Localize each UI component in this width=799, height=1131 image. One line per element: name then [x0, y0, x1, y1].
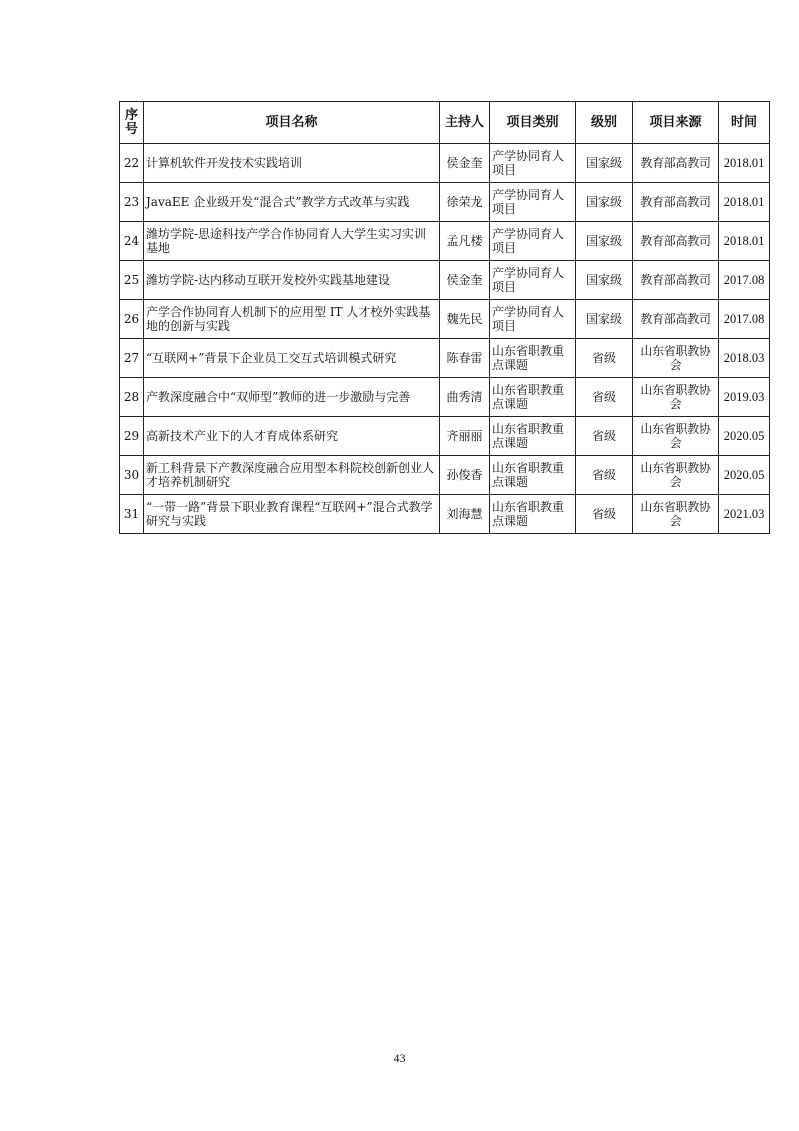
project-time-cell: 2018.01	[719, 222, 770, 261]
project-level-cell: 省级	[576, 417, 633, 456]
row-num-cell: 23	[120, 183, 144, 222]
project-name-cell: 潍坊学院-思途科技产学合作协同育人大学生实习实训基地	[144, 222, 440, 261]
project-source-cell: 山东省职教协会	[633, 495, 719, 534]
host-name-cell: 齐丽丽	[440, 417, 490, 456]
project-type-cell: 产学协同育人项目	[490, 300, 576, 339]
project-source-cell: 教育部高教司	[633, 300, 719, 339]
project-time-cell: 2017.08	[719, 300, 770, 339]
project-level-cell: 国家级	[576, 261, 633, 300]
host-name-cell: 陈春雷	[440, 339, 490, 378]
page-number: 43	[393, 1051, 406, 1065]
project-name-cell: 高新技术产业下的人才育成体系研究	[144, 417, 440, 456]
project-type-cell: 产学协同育人项目	[490, 183, 576, 222]
header-type: 项目类别	[490, 102, 576, 144]
project-time-cell: 2019.03	[719, 378, 770, 417]
project-source-cell: 教育部高教司	[633, 183, 719, 222]
project-type-cell: 产学协同育人项目	[490, 222, 576, 261]
project-level-cell: 省级	[576, 339, 633, 378]
table-row	[120, 417, 770, 456]
table-header-row	[120, 102, 770, 144]
project-level-cell: 国家级	[576, 183, 633, 222]
project-name-cell: 新工科背景下产教深度融合应用型本科院校创新创业人才培养机制研究	[144, 456, 440, 495]
table-row	[120, 144, 770, 183]
host-name-cell: 魏先民	[440, 300, 490, 339]
table-row	[120, 183, 770, 222]
project-time-cell: 2018.01	[719, 183, 770, 222]
project-type-cell: 山东省职教重点课题	[490, 495, 576, 534]
project-level-cell: 国家级	[576, 222, 633, 261]
table-row	[120, 222, 770, 261]
project-name-cell: “互联网+”背景下企业员工交互式培训模式研究	[144, 339, 440, 378]
host-name-cell: 刘海慧	[440, 495, 490, 534]
project-type-cell: 产学协同育人项目	[490, 144, 576, 183]
project-level-cell: 国家级	[576, 300, 633, 339]
project-type-cell: 山东省职教重点课题	[490, 339, 576, 378]
host-name-cell: 孙俊香	[440, 456, 490, 495]
row-num-cell: 24	[120, 222, 144, 261]
table-body	[120, 144, 770, 534]
project-time-cell: 2017.08	[719, 261, 770, 300]
row-num-cell: 29	[120, 417, 144, 456]
host-name-cell: 侯金奎	[440, 144, 490, 183]
project-name-cell: 产教深度融合中“双师型”教师的进一步激励与完善	[144, 378, 440, 417]
project-level-cell: 省级	[576, 378, 633, 417]
header-source: 项目来源	[633, 102, 719, 144]
project-level-cell: 国家级	[576, 144, 633, 183]
project-name-cell: 产学合作协同育人机制下的应用型 IT 人才校外实践基地的创新与实践	[144, 300, 440, 339]
project-source-cell: 山东省职教协会	[633, 417, 719, 456]
table-row	[120, 261, 770, 300]
header-time: 时间	[719, 102, 770, 144]
host-name-cell: 侯金奎	[440, 261, 490, 300]
table-row	[120, 339, 770, 378]
header-name: 项目名称	[144, 102, 440, 144]
header-host: 主持人	[440, 102, 490, 144]
project-source-cell: 教育部高教司	[633, 222, 719, 261]
project-name-cell: JavaEE 企业级开发“混合式”教学方式改革与实践	[144, 183, 440, 222]
project-source-cell: 教育部高教司	[633, 261, 719, 300]
project-time-cell: 2021.03	[719, 495, 770, 534]
table-row	[120, 495, 770, 534]
project-table	[119, 101, 770, 534]
project-source-cell: 山东省职教协会	[633, 378, 719, 417]
table-row	[120, 378, 770, 417]
project-name-cell: “一带一路”背景下职业教育课程“互联网+”混合式教学研究与实践	[144, 495, 440, 534]
table-row	[120, 300, 770, 339]
project-name-cell: 计算机软件开发技术实践培训	[144, 144, 440, 183]
table-row	[120, 456, 770, 495]
project-level-cell: 省级	[576, 456, 633, 495]
project-source-cell: 山东省职教协会	[633, 456, 719, 495]
host-name-cell: 徐荣龙	[440, 183, 490, 222]
row-num-cell: 31	[120, 495, 144, 534]
row-num-cell: 26	[120, 300, 144, 339]
header-num: 序号	[120, 102, 144, 144]
project-time-cell: 2020.05	[719, 456, 770, 495]
project-time-cell: 2020.05	[719, 417, 770, 456]
header-level: 级别	[576, 102, 633, 144]
project-name-cell: 潍坊学院-达内移动互联开发校外实践基地建设	[144, 261, 440, 300]
project-level-cell: 省级	[576, 495, 633, 534]
project-type-cell: 产学协同育人项目	[490, 261, 576, 300]
row-num-cell: 30	[120, 456, 144, 495]
row-num-cell: 25	[120, 261, 144, 300]
host-name-cell: 曲秀清	[440, 378, 490, 417]
project-source-cell: 教育部高教司	[633, 144, 719, 183]
project-time-cell: 2018.01	[719, 144, 770, 183]
project-type-cell: 山东省职教重点课题	[490, 417, 576, 456]
host-name-cell: 孟凡楼	[440, 222, 490, 261]
project-source-cell: 山东省职教协会	[633, 339, 719, 378]
row-num-cell: 22	[120, 144, 144, 183]
project-type-cell: 山东省职教重点课题	[490, 378, 576, 417]
project-type-cell: 山东省职教重点课题	[490, 456, 576, 495]
row-num-cell: 28	[120, 378, 144, 417]
project-time-cell: 2018.03	[719, 339, 770, 378]
row-num-cell: 27	[120, 339, 144, 378]
